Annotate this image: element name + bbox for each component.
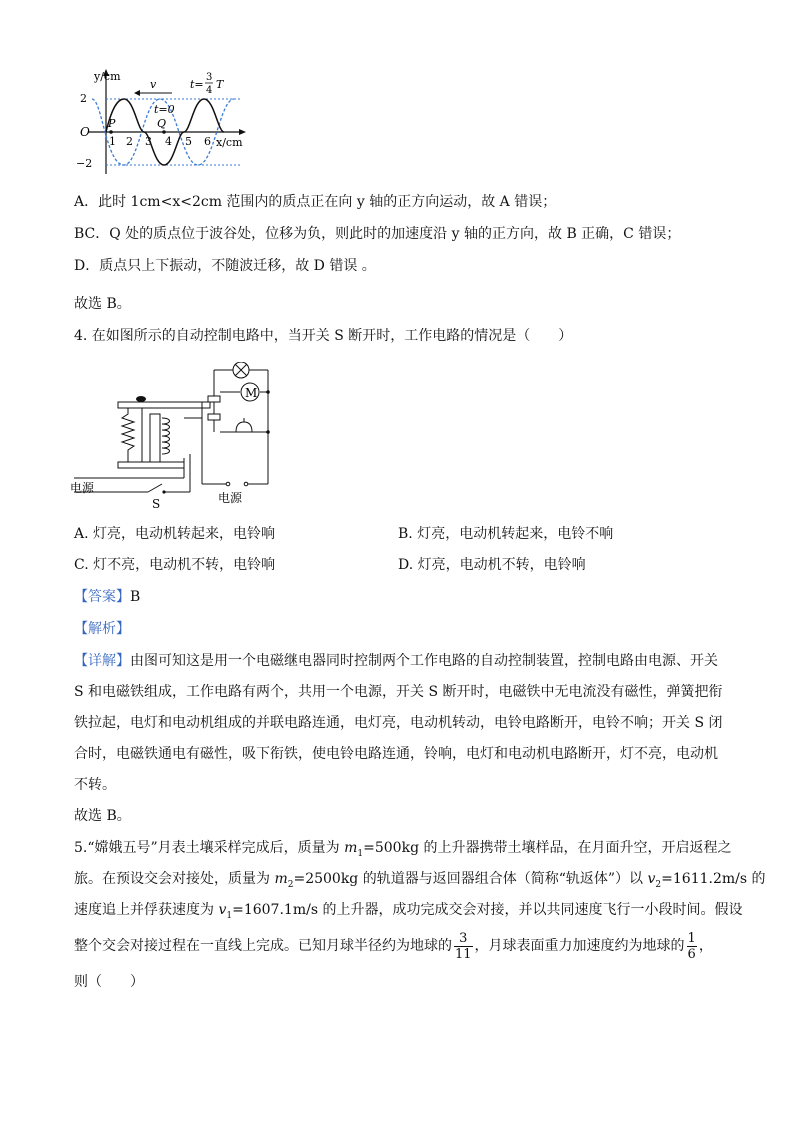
gravity-frac-num: 1 [687, 930, 696, 946]
spring [122, 408, 134, 462]
right-power-terminal-a [226, 482, 230, 486]
point-p [109, 130, 113, 134]
answer-line [74, 587, 140, 607]
gravity-frac-den: 6 [687, 946, 696, 962]
q5-v1: v [218, 902, 227, 918]
option-d: D. 灯亮，电动机不转，电铃响 [398, 557, 586, 573]
left-power-label: 电源 [70, 481, 95, 495]
radius-frac-num: 3 [454, 931, 473, 947]
q5-v1-sub: 1 [226, 910, 233, 921]
armature [118, 402, 210, 408]
radius-fraction [454, 931, 473, 962]
q5-text-3b: =1607.1m/s 的上升器，成功完成交会对接，并以共同速度飞行一小段时间。假设 [232, 902, 743, 918]
t-label-prefix: t= [190, 78, 204, 91]
q5-v2-sub: 2 [655, 879, 662, 890]
wave-graph [64, 62, 254, 182]
q5-line-5: 则（ ） [74, 974, 144, 990]
y-tick-2: 2 [80, 92, 87, 105]
q5-line-1 [74, 838, 732, 864]
lower-contact [208, 414, 220, 420]
x-tick-6: 6 [204, 135, 211, 148]
q5-text-2b: =2500kg 的轨道器与返回器组合体（简称“轨返体”）以 [293, 871, 648, 887]
upper-contact [208, 396, 220, 402]
gravity-fraction [687, 931, 697, 962]
x-tick-3: 3 [145, 135, 152, 148]
t-frac-den: 4 [206, 85, 213, 96]
analysis-bc: BC．Q 处的质点位于波谷处，位移为负，则此时的加速度沿 y 轴的正方向，故 B 正确，C 错误； [74, 226, 681, 242]
switch-s-blade [148, 484, 162, 492]
analysis-tag: 【解析】 [74, 621, 130, 637]
analysis-a: A．此时 1cm<x<2cm 范围内的质点正在向 y 轴的正方向运动，故 A 错误； [74, 194, 557, 210]
pivot-knob [136, 396, 146, 402]
y-tick-neg2: −2 [76, 157, 93, 170]
q5-text-2c: =1611.2m/s 的 [661, 871, 766, 887]
iron-core [150, 414, 160, 462]
q5-text-2a: 旅。在预设交会对接处，质量为 [74, 871, 275, 887]
q5-line-4 [74, 928, 713, 964]
x-tick-2: 2 [126, 135, 133, 148]
q5-m2-sub: 2 [287, 879, 294, 890]
detail-line-3: 铁拉起，电灯和电动机组成的并联电路连通，电灯亮，电动机转动，电铃电路断开，电铃不响；开关 S 闭 [74, 715, 723, 731]
t-suffix: T [216, 78, 224, 91]
analysis-d: D．质点只上下振动，不随波迁移，故 D 错误 。 [74, 258, 376, 274]
q5-text-4b: ，月球表面重力加速度约为地球的 [474, 938, 685, 954]
detail-text-1: 由图可知这是用一个电磁继电器同时控制两个工作电路的自动控制装置，控制电路由电源、开关 [130, 653, 718, 669]
point-q [162, 130, 166, 134]
option-b: B. 灯亮，电动机转起来，电铃不响 [398, 526, 614, 542]
motor-icon [241, 383, 259, 401]
lamp-icon [233, 362, 249, 378]
q4-conclusion: 故选 B。 [74, 808, 131, 824]
detail-line-4: 合时，电磁铁通电有磁性，吸下衔铁，使电铃电路连通，铃响，电灯和电动机电路断开，灯不亮，电动机 [74, 746, 718, 762]
coil [162, 418, 170, 454]
point-p-label: P [108, 117, 116, 130]
q5-m1: m [344, 840, 358, 856]
junction-top [266, 390, 270, 394]
option-c: C. 灯不亮，电动机不转，电铃响 [74, 557, 276, 573]
q5-text-3a: 速度追上并俘获速度为 [74, 902, 219, 918]
option-a: A. 灯亮，电动机转起来，电铃响 [74, 526, 276, 542]
x-tick-1: 1 [109, 135, 116, 148]
q5-line-3 [74, 900, 742, 926]
answer-tag: 【答案】 [74, 589, 130, 605]
detail-line-2: S 和电磁铁组成，工作电路有两个，共用一个电源，开关 S 断开时，电磁铁中无电流没有磁性，弹簧把衔 [74, 684, 723, 700]
motor-label: M [245, 386, 258, 400]
x-ticks [109, 135, 211, 148]
q5-text-4c: ， [698, 938, 713, 954]
right-power-terminal-b [244, 482, 248, 486]
analysis-tag-line [74, 619, 130, 639]
answer-value: B [130, 589, 141, 605]
q5-m1-sub: 1 [357, 848, 364, 859]
x-axis-arrow [239, 129, 246, 135]
y-axis-label: y/cm [94, 70, 121, 83]
detail-line-5: 不转。 [74, 777, 116, 793]
relay-base [118, 462, 184, 468]
origin-label: O [80, 125, 90, 139]
x-tick-4: 4 [165, 135, 172, 148]
velocity-label: v [150, 78, 157, 91]
q5-line-2 [74, 869, 766, 895]
q5-text-4a: 整个交会对接过程在一直线上完成。已知月球半径约为地球的 [74, 938, 452, 954]
q5-text-1b: =500kg 的上升器携带土壤样品，在月面升空，开启返程之 [363, 840, 732, 856]
relay-circuit-diagram [66, 362, 316, 512]
q5-v2: v [647, 871, 656, 887]
right-power-label: 电源 [218, 491, 243, 505]
x-axis-label: x/cm [216, 136, 243, 149]
switch-label: S [152, 497, 161, 511]
q5-m2: m [274, 871, 288, 887]
detail-tag: 【详解】 [74, 653, 130, 669]
q3-conclusion: 故选 B。 [74, 296, 131, 312]
detail-line-1 [74, 651, 718, 671]
q5-text-1a: 5.“嫦娥五号”月表土壤采样完成后，质量为 [74, 840, 345, 856]
x-tick-5: 5 [185, 135, 192, 148]
velocity-arrowhead [134, 90, 140, 96]
t0-label: t=0 [154, 103, 175, 116]
t-frac-num: 3 [206, 72, 213, 83]
bell-icon [236, 418, 252, 432]
point-q-label: Q [157, 117, 167, 130]
q4-stem: 4. 在如图所示的自动控制电路中，当开关 S 断开时，工作电路的情况是（ ） [74, 328, 573, 344]
junction-bottom [266, 430, 270, 434]
radius-frac-den: 11 [455, 946, 472, 962]
